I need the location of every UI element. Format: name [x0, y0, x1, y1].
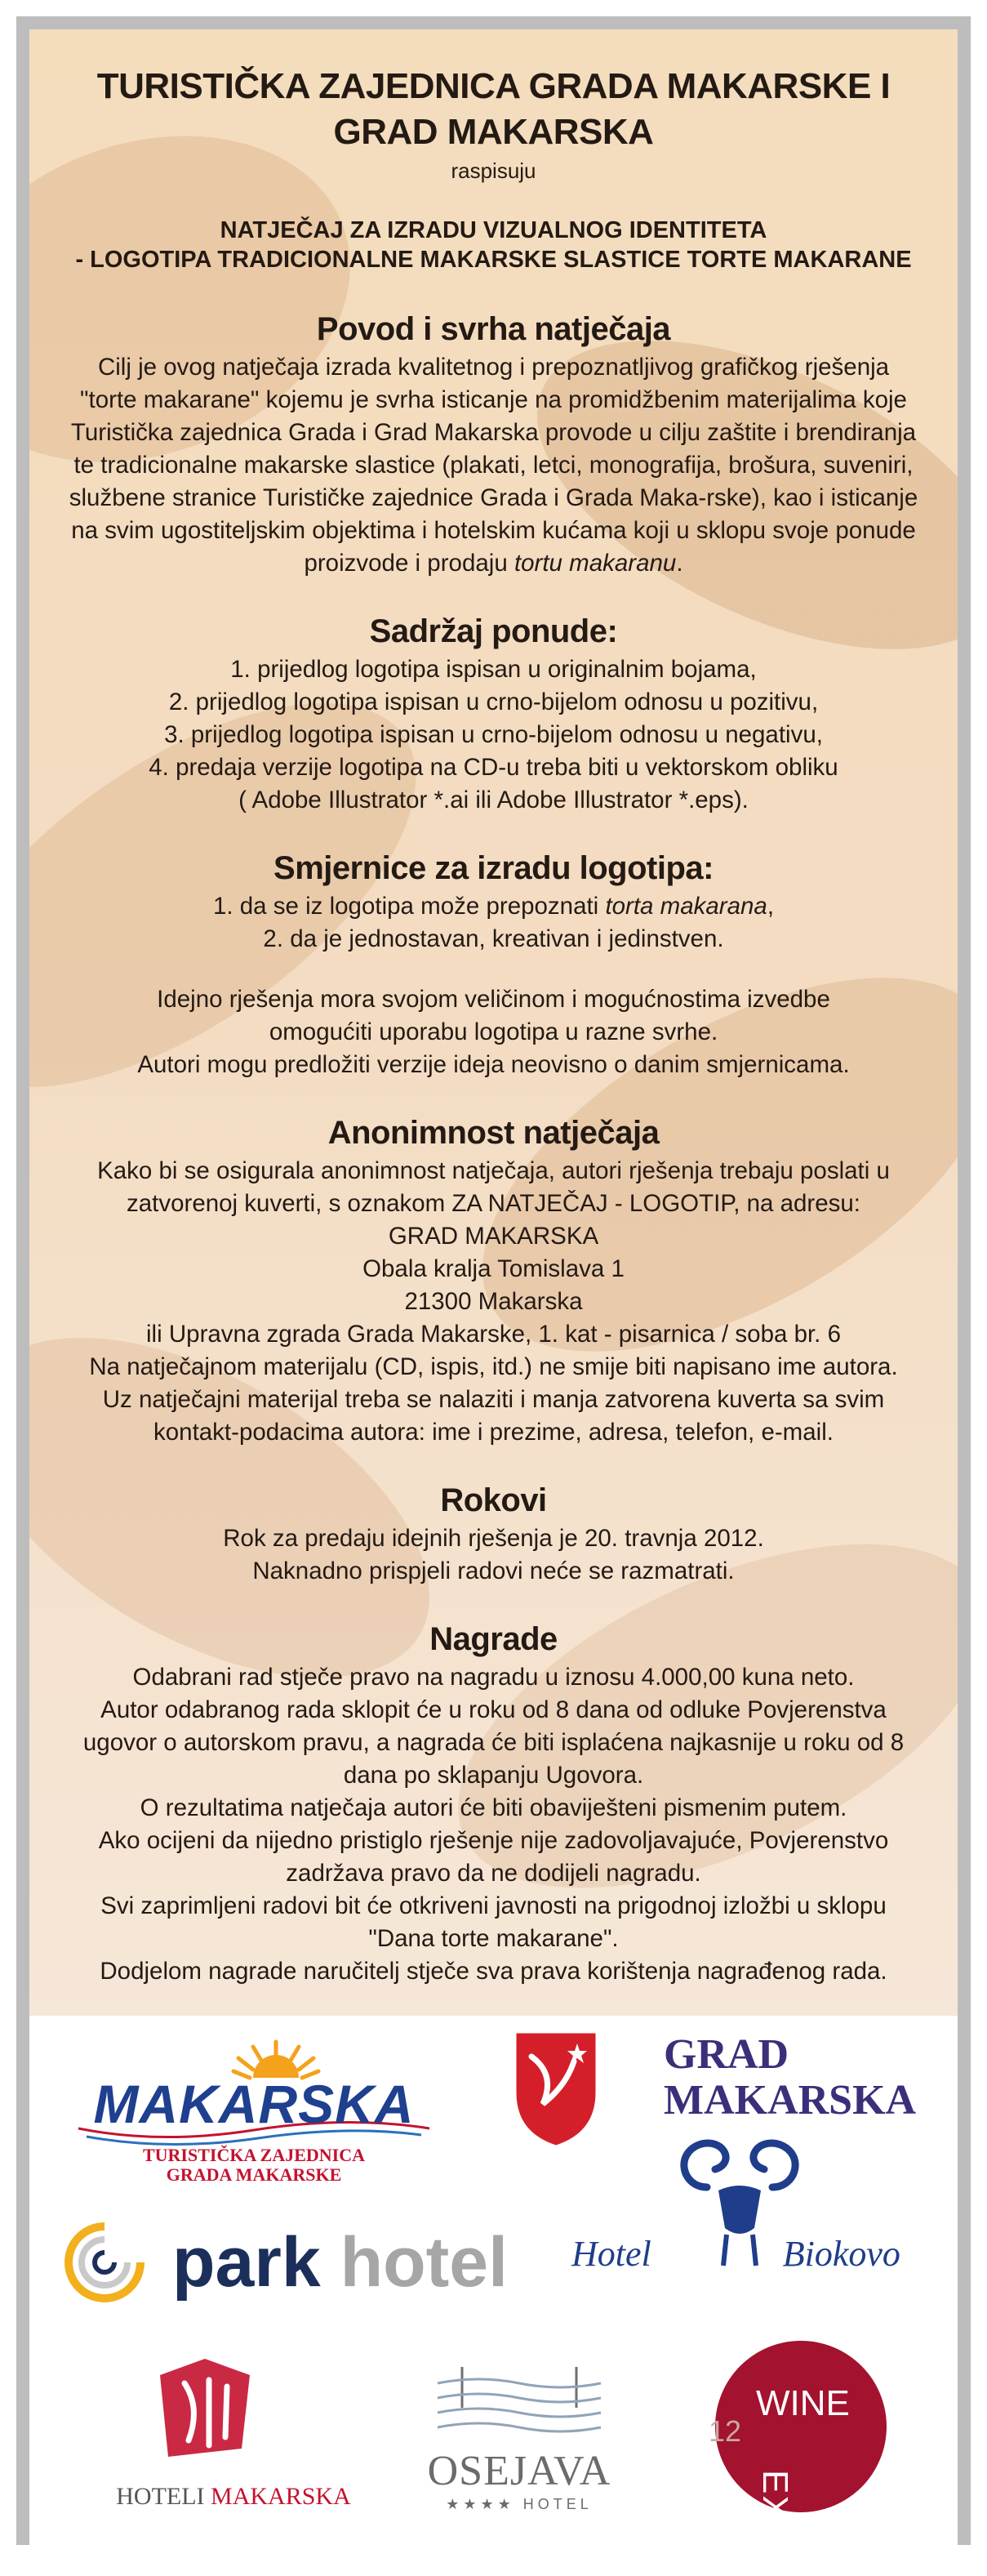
note-line: omogućiti uporabu logotipa u razne svrhe. [269, 1018, 718, 1045]
section-heading-povod: Povod i svrha natječaja [316, 311, 671, 347]
section-heading-rokovi: Rokovi [440, 1482, 547, 1518]
note-line: Idejno rješenja mora svojom veličinom i mogućnostima izvedbe [157, 986, 830, 1013]
povod-end: . [676, 550, 683, 577]
nagrade-line: Ako ocijeni da nijedno pristiglo rješenje nije zadovoljavajuće, Povjerenstvo zadržava pravo da ne dodijeli nagradu. [98, 1827, 889, 1887]
list-item: 2. da je jednostavan, kreativan i jedinstven. [263, 925, 724, 952]
nagrade-line: Dodjelom nagrade naručitelj stječe sva prava korištenja nagrađenog rada. [100, 1958, 887, 1985]
note-line: Na natječajnom materijalu (CD, ispis, itd.) ne smije biti napisano ime autora. [89, 1353, 898, 1380]
list-item: ( Adobe Illustrator *.ai ili Adobe Illustrator *.eps). [238, 787, 749, 813]
address-line: 21300 Makarska [404, 1288, 583, 1315]
hoteli-wordmark [95, 2483, 372, 2511]
announcement-content [29, 29, 958, 1988]
list-item-text: 1. da se iz logotipa može prepoznati [212, 893, 599, 920]
address-line: GRAD MAKARSKA [388, 1223, 599, 1250]
section-heading-nagrade: Nagrade [429, 1621, 558, 1657]
park-word: park [172, 2223, 321, 2302]
list-item-punct: , [767, 893, 775, 920]
address-line: Obala kralja Tomislava 1 [362, 1255, 625, 1282]
page-title: TURISTIČKA ZAJEDNICA GRADA MAKARSKE I GRAD MAKARSKA [96, 66, 891, 152]
hotel-word: hotel [340, 2223, 509, 2302]
povod-body: Cilj je ovog natječaja izrada kvalitetnog i prepoznatljivog grafičkog rješenja "torte makarane" kojemu je svrha isticanje na promidžbenim materijalima koje Turistička zajednica Grada i Grad Makarska provode u cilju zaštite i brendiranja te tradicionalne makarske slastice (plakati, letci, monografija, brošura, suveniri, službene stranice Turističke zajednice Grada i Grada Maka-rske), kao i isticanje na svim ugostiteljskim objektima i hotelskim kućama koji u sklopu svoje ponude proizvode i prodaju [69, 354, 918, 577]
grad-line: MAKARSKA [664, 2077, 917, 2124]
list-item: 1. prijedlog logotipa ispisan u originalnim bojama, [230, 656, 757, 683]
osejava-wordmark: OSEJAVA [427, 2448, 611, 2494]
note-line: Autori mogu predložiti verzije ideja neovisno o danim smjernicama. [137, 1051, 850, 1078]
tz-line: GRADA MAKARSKE [166, 2164, 342, 2185]
competition-title-line: NATJEČAJ ZA IZRADU VIZUALNOG IDENTITETA [220, 217, 767, 243]
rokovi-text [29, 1522, 958, 1588]
grad-line: GRAD [664, 2031, 789, 2078]
hotel-word: Hotel [571, 2234, 651, 2274]
sadrzaj-list [29, 653, 958, 817]
hoteli-makarska-logo [95, 2351, 372, 2522]
smjernice-list [29, 890, 958, 1081]
makarska-word: MAKARSKA [211, 2483, 351, 2510]
anonimnost-intro: Kako bi se osigurala anonimnost natječaja, autori rješenja trebaju poslati u zatvorenoj kuverti, s oznakom ZA NATJEČAJ - LOGOTIP, na adresu: [97, 1157, 890, 1217]
sponsor-logos [29, 2016, 958, 2576]
expo-word: EXPO [755, 2470, 795, 2576]
waves-icon [429, 2359, 609, 2440]
section-heading-anonimnost: Anonimnost natječaja [327, 1115, 660, 1151]
makarska-wordmark: MAKARSKA [93, 2074, 415, 2134]
hoteli-word: HOTELI [116, 2483, 205, 2510]
list-item-emphasis: torta makarana [605, 893, 767, 920]
list-item: 4. predaja verzije logotipa na CD-u treba biti u vektorskom obliku [149, 754, 838, 781]
nagrade-line: Odabrani rad stječe pravo na nagradu u iznosu 4.000,00 kuna neto. [132, 1664, 855, 1691]
makarska-tz-logo [62, 2032, 446, 2185]
biokovo-word: Biokovo [782, 2234, 900, 2274]
nagrade-line: Svi zaprimljeni radovi bit će otkriveni javnosti na prigodnoj izložbi u sklopu "Dana torte makarane". [100, 1892, 887, 1952]
section-heading-sadrzaj: Sadržaj ponude: [369, 613, 618, 649]
list-item [29, 890, 958, 923]
wine-expo-number: 12 [709, 2414, 742, 2448]
povod-emphasis: tortu makaranu [514, 550, 677, 577]
tz-line: TURISTIČKA ZAJEDNICA [142, 2145, 365, 2165]
list-item: 2. prijedlog logotipa ispisan u crno-bijelom odnosu u pozitivu, [168, 689, 819, 715]
deadline-line: Naknadno prispjeli radovi neće se razmatrati. [252, 1558, 735, 1584]
wine-expo-logo [707, 2333, 903, 2576]
section-heading-smjernice: Smjernice za izradu logotipa: [273, 850, 714, 886]
anonimnost-contact: Uz natječajni materijal treba se nalaziti i manja zatvorena kuverta sa svim kontakt-podacima autora: ime i prezime, adresa, telefon, e-mail. [102, 1386, 885, 1446]
subtitle: raspisuju [451, 158, 536, 183]
announcement-panel [29, 29, 958, 2032]
park-hotel-wordmark [172, 2222, 508, 2303]
list-item: 3. prijedlog logotipa ispisan u crno-bijelom odnosu u negativu, [164, 721, 823, 748]
biokovo-wordmark [571, 2233, 931, 2275]
competition-title-line: - LOGOTIPA TRADICIONALNE MAKARSKE SLASTICE TORTE MAKARANE [75, 247, 912, 273]
address-line: ili Upravna zgrada Grada Makarske, 1. kat - pisarnica / soba br. 6 [146, 1321, 841, 1348]
nagrade-line: Autor odabranog rada sklopit će u roku od 8 dana od odluke Povjerenstva ugovor o autorskom pravu, a nagrada će biti isplaćena najkasnije u roku od 8 dana po sklapanju Ugovora. [82, 1696, 905, 1789]
osejava-logo [413, 2359, 625, 2522]
park-hotel-logo [54, 2210, 568, 2316]
address-block [29, 1220, 958, 1384]
wine-word: WINE [756, 2383, 850, 2423]
competition-title [54, 216, 933, 274]
povod-text [67, 351, 920, 580]
hotel-biokovo-logo [568, 2130, 944, 2326]
hoteli-emblem-icon [144, 2351, 266, 2473]
deadline-line: Rok za predaju idejnih rješenja je 20. travnja 2012. [223, 1525, 764, 1552]
osejava-sub: ★★★★ HOTEL [446, 2496, 593, 2512]
nagrade-line: O rezultatima natječaja autori će biti obaviješteni pismenim putem. [140, 1794, 847, 1821]
swirl-icon [54, 2215, 160, 2305]
